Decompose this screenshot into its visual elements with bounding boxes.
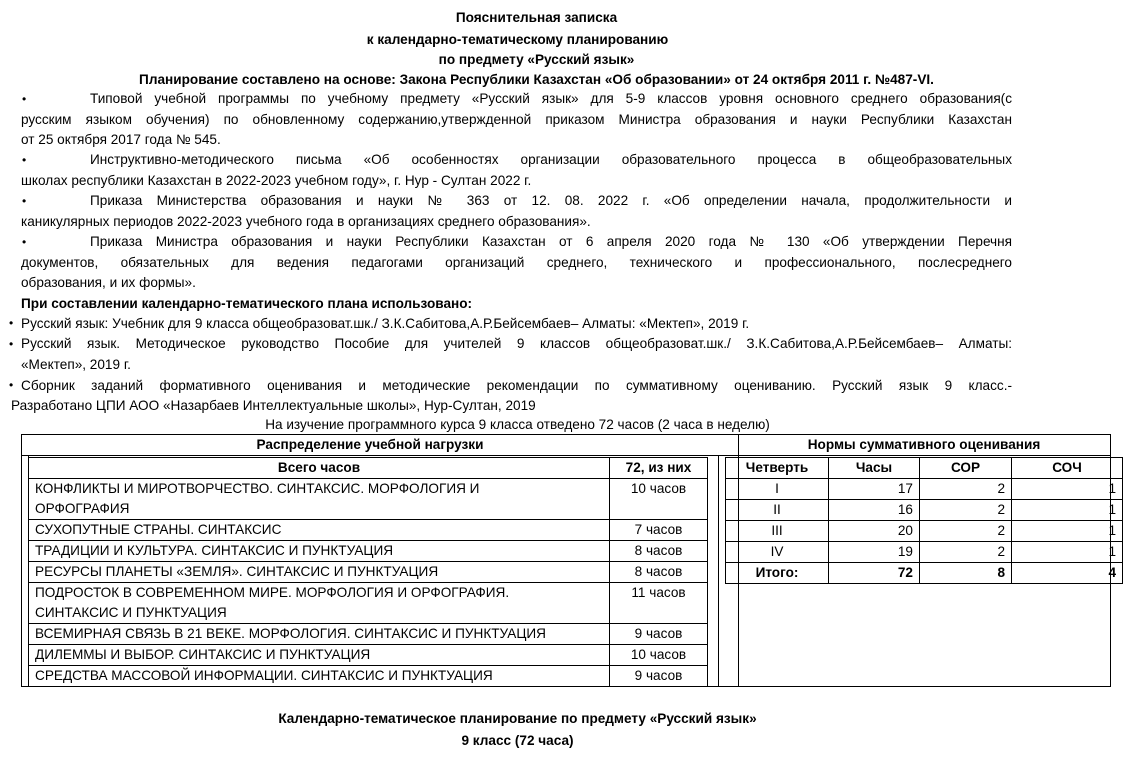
topic-cell: ВСЕМИРНАЯ СВЯЗЬ В 21 ВЕКЕ. МОРФОЛОГИЯ. СИНТАКСИС И ПУНКТУАЦИЯ bbox=[29, 624, 610, 645]
topic-cell bbox=[29, 583, 610, 624]
bullet-text: Приказа Министерства образования и науки № 363 от 12. 08. 2022 г. «Об определении начала, продолжительности и bbox=[90, 193, 1012, 208]
topic-cell: РЕСУРСЫ ПЛАНЕТЫ «ЗЕМЛЯ». СИНТАКСИС И ПУНКТУАЦИЯ bbox=[29, 562, 610, 583]
topic-text: КОНФЛИКТЫ И МИРОТВОРЧЕСТВО. СИНТАКСИС. МОРФОЛОГИЯ И ОРФОГРАФИЯ bbox=[35, 481, 480, 516]
soch-cell: 1 bbox=[1012, 479, 1123, 500]
quarter-cell: I bbox=[726, 479, 829, 500]
sor-cell: 2 bbox=[920, 500, 1012, 521]
total-sor-cell: 8 bbox=[920, 563, 1012, 584]
hours-cell: 9 часов bbox=[610, 624, 708, 645]
bullet-icon: • bbox=[22, 153, 27, 167]
total-soch-cell: 4 bbox=[1012, 563, 1123, 584]
quarter-cell: III bbox=[726, 521, 829, 542]
soch-cell: 1 bbox=[1012, 521, 1123, 542]
norms-table bbox=[725, 457, 1123, 584]
bullet-text: Приказа Министра образования и науки Республики Казахстан от 6 апреля 2020 года № 130 «Об утверждении Перечня bbox=[90, 234, 1012, 249]
soch-cell: 1 bbox=[1012, 500, 1123, 521]
header-cell: Часы bbox=[829, 458, 920, 479]
bullet-text: документов, обязательных для ведения педагогами организаций среднего, технического и профессионального, послесреднего bbox=[21, 254, 1012, 270]
doc-subtitle: к календарно-тематическому планированию bbox=[366, 32, 669, 47]
header-cell: СОР bbox=[920, 458, 1012, 479]
topic-cell: ТРАДИЦИИ И КУЛЬТУРА. СИНТАКСИС И ПУНКТУАЦИЯ bbox=[29, 541, 610, 562]
hours-cell: 17 bbox=[829, 479, 920, 500]
bullet-icon: • bbox=[9, 337, 14, 351]
hours-cell: 20 bbox=[829, 521, 920, 542]
used-item-text: Русский язык. Методическое руководство Пособие для учителей 9 классов общеобразоват.шк./ З.К.Сабитова,А.Р.Бейсембаев– Алматы: bbox=[21, 336, 1012, 351]
bullet-item-3 bbox=[21, 191, 1012, 232]
topic-cell bbox=[29, 479, 610, 520]
table-row bbox=[29, 520, 708, 541]
table-total-row bbox=[726, 563, 1123, 584]
doc-basis: Планирование составлено на основе: Закона Республики Казахстан «Об образовании» от 24 октября 2011 г. №487-VI. bbox=[139, 72, 934, 87]
hours-cell: 7 часов bbox=[610, 520, 708, 541]
hours-note: На изучение программного курса 9 класса отведено 72 часов (2 часа в неделю) bbox=[265, 417, 770, 432]
table-row bbox=[29, 562, 708, 583]
hours-cell: 16 bbox=[829, 500, 920, 521]
hours-cell: 8 часов bbox=[610, 562, 708, 583]
hours-cell: 8 часов bbox=[610, 541, 708, 562]
used-item-3: Сборник заданий формативного оценивания и методические рекомендации по суммативному оцениванию. Русский язык 9 класс.- bbox=[21, 378, 1012, 393]
header-cell: Четверть bbox=[726, 458, 829, 479]
total-hours-cell: 72 bbox=[829, 563, 920, 584]
topic-cell: ДИЛЕММЫ И ВЫБОР. СИНТАКСИС И ПУНКТУАЦИЯ bbox=[29, 645, 610, 666]
header-cell: 72, из них bbox=[610, 458, 708, 479]
table-row bbox=[726, 479, 1123, 500]
used-item-text: «Мектеп», 2019 г. bbox=[21, 356, 131, 372]
bullet-text: русским языком обучения) по обновленному содержанию,утвержденной приказом Министра образования и науки Республики Казахстан bbox=[21, 111, 1012, 127]
table-header-row bbox=[29, 458, 708, 479]
doc-subject: по предмету «Русский язык» bbox=[438, 52, 635, 67]
bullet-icon: • bbox=[22, 194, 27, 208]
bullet-icon: • bbox=[22, 235, 27, 249]
table-row bbox=[726, 500, 1123, 521]
table-row bbox=[726, 542, 1123, 563]
plan-class: 9 класс (72 часа) bbox=[461, 733, 574, 748]
soch-cell: 1 bbox=[1012, 542, 1123, 563]
used-item-1: Русский язык: Учебник для 9 класса общеобразоват.шк./ З.К.Сабитова,А.Р.Бейсембаев– Алматы: «Мектеп», 2019 г. bbox=[21, 316, 750, 331]
table-row bbox=[726, 521, 1123, 542]
sor-cell: 2 bbox=[920, 521, 1012, 542]
hours-cell: 19 bbox=[829, 542, 920, 563]
hours-cell: 10 часов bbox=[610, 479, 708, 520]
header-cell: СОЧ bbox=[1012, 458, 1123, 479]
table-header-row bbox=[726, 458, 1123, 479]
topic-cell: СУХОПУТНЫЕ СТРАНЫ. СИНТАКСИС bbox=[29, 520, 610, 541]
hours-cell: 11 часов bbox=[610, 583, 708, 624]
bullet-text: образования, и их формы». bbox=[21, 275, 196, 290]
bullet-text: от 25 октября 2017 года № 545. bbox=[21, 132, 221, 147]
quarter-cell: II bbox=[726, 500, 829, 521]
table-row bbox=[29, 541, 708, 562]
table-row bbox=[29, 666, 708, 687]
sor-cell: 2 bbox=[920, 542, 1012, 563]
sor-cell: 2 bbox=[920, 479, 1012, 500]
bullet-text: каникулярных периодов 2022-2023 учебного года в организациях среднего образования». bbox=[21, 213, 591, 229]
topic-text: ПОДРОСТОК В СОВРЕМЕННОМ МИРЕ. МОРФОЛОГИЯ И ОРФОГРАФИЯ. СИНТАКСИС И ПУНКТУАЦИЯ bbox=[35, 585, 510, 620]
used-heading: При составлении календарно-тематического плана использовано: bbox=[21, 296, 473, 311]
header-cell: Всего часов bbox=[29, 458, 610, 479]
bullet-text: школах республики Казахстан в 2022-2023 учебном году», г. Нур - Султан 2022 г. bbox=[21, 172, 532, 188]
bullet-text: Инструктивно-методического письма «Об особенностях организации образовательного процесса в общеобразовательных bbox=[90, 152, 1012, 167]
quarter-cell: IV bbox=[726, 542, 829, 563]
table-row bbox=[29, 583, 708, 624]
bullet-icon: • bbox=[9, 316, 14, 330]
doc-title: Пояснительная записка bbox=[455, 10, 618, 25]
table-row bbox=[29, 645, 708, 666]
total-label-cell: Итого: bbox=[726, 563, 829, 584]
norms-table-title: Нормы суммативного оценивания bbox=[807, 437, 1041, 452]
table-row bbox=[29, 624, 708, 645]
used-item-2 bbox=[21, 334, 1012, 375]
bullet-item-2 bbox=[21, 150, 1012, 191]
bullet-icon: • bbox=[9, 378, 14, 392]
hours-cell: 9 часов bbox=[610, 666, 708, 687]
bullet-item-4 bbox=[21, 232, 1012, 294]
bullet-icon: • bbox=[22, 92, 27, 106]
table-row bbox=[29, 479, 708, 520]
hours-cell: 10 часов bbox=[610, 645, 708, 666]
bullet-text: Типовой учебной программы по учебному предмету «Русский язык» для 5-9 классов уровня основного среднего образования(с bbox=[90, 91, 1012, 106]
bullet-item-1 bbox=[21, 89, 1012, 151]
load-table bbox=[28, 457, 708, 687]
topic-cell: СРЕДСТВА МАССОВОЙ ИНФОРМАЦИИ. СИНТАКСИС И ПУНКТУАЦИЯ bbox=[29, 666, 610, 687]
used-item-3-cont: Разработано ЦПИ АОО «Назарбаев Интеллектуальные школы», Нур-Султан, 2019 bbox=[11, 398, 536, 413]
load-table-title: Распределение учебной нагрузки bbox=[256, 437, 484, 452]
plan-title: Календарно-тематическое планирование по предмету «Русский язык» bbox=[278, 711, 757, 726]
